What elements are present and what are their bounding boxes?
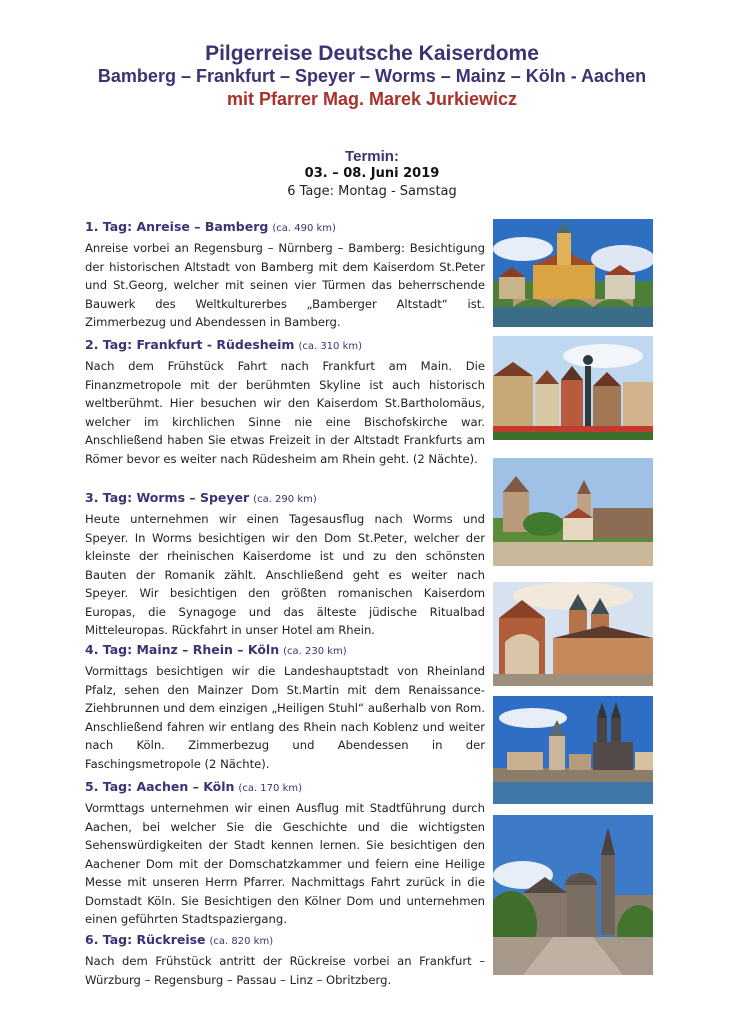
day-distance: (ca. 170 km) [238, 783, 303, 794]
day-title: 2. Tag: Frankfurt - Rüdesheim [85, 337, 295, 352]
day-distance: (ca. 290 km) [253, 494, 317, 505]
day-4-text: Vormittags besichtigen wir die Landeshauptstadt von Rheinland Pfalz, sehen den Mainzer Dom St.Martin mit dem Renaissance-Ziehbrunnen und dem einzigen „Heiligen Stuhl“ außerhalb von Rom. Anschließend fahren wir entlang des Rhein nach Koblenz und weiter nach Köln. Zimmerbezug und Abendessen in der Faschingsmetropole (2 Nächte). [85, 664, 485, 771]
termin-dates: 03. – 08. Juni 2019 [304, 166, 440, 181]
day-5-text: Vormttags unternehmen wir einen Ausflug mit Stadtführung durch Aachen, bei welcher Sie die Geschichte und die wichtigsten Sehenswürdigkeiten der Stadt kennen lernen. Sie besichtigen den Aachener Dom mit der Domschatzkammer und feiern eine Heilige Messe mit unseren Herrn Pfarrer. Nachmittags Fahrt zurück in die Domstadt Köln. Sie Besichtigen den Kölner Dom und unternehmen einen geführten Stadtspaziergang. [85, 801, 485, 926]
frankfurt-photo [493, 336, 653, 440]
day-2-section [85, 336, 485, 468]
day-distance: (ca. 490 km) [272, 223, 336, 234]
worms-speyer-photo [493, 458, 653, 566]
termin-days: 6 Tage: Montag - Samstag [287, 184, 457, 199]
day-title: 3. Tag: Worms – Speyer [85, 490, 250, 505]
koeln-skyline-photo [493, 696, 653, 804]
day-6-text: Nach dem Frühstück antritt der Rückreise vorbei an Frankfurt – Würzburg – Regensburg – Passau – Linz – Obritzberg. [85, 954, 485, 987]
day-distance: (ca. 310 km) [298, 341, 363, 352]
day-1-heading [85, 218, 485, 237]
day-6-section [85, 931, 485, 989]
day-2-heading [85, 336, 485, 355]
day-5-heading [85, 778, 485, 797]
termin-block [0, 148, 744, 200]
day-3-heading [85, 489, 485, 508]
day-6-heading [85, 931, 485, 950]
day-4-section [85, 641, 485, 773]
page-header [0, 42, 744, 110]
page-title: Pilgerreise Deutsche Kaiserdome [205, 42, 539, 65]
mainz-photo [493, 582, 653, 686]
day-2-text: Nach dem Frühstück Fahrt nach Frankfurt am Main. Die Finanzmetropole mit der berühmten Skyline ist auch historisch weltberühmt. Hier besuchen wir den Kaiserdom St.Bartholomäus, welcher im kirchlichen Sinne nie eine Bischofskirche war. Anschließend haben Sie etwas Freizeit in der Altstadt Frankfurts am Römer bevor es weiter nach Rüdesheim am Rhein geht. (2 Nächte). [85, 359, 485, 466]
day-3-text: Heute unternehmen wir einen Tagesausflug nach Worms und Speyer. In Worms besichtigen wir den Dom St.Peter, welcher der kleinste der rheinischen Kaiserdome ist und zu den schönsten Bauten der Romanik zählt. Anschließend geht es weiter nach Speyer. Wir besichtigen den größten romanischen Kaiserdom Europas, die Synagoge und das älteste jüdische Ritualbad Mitteleuropas. Rückfahrt in unser Hotel am Rhein. [85, 512, 485, 637]
day-1-text: Anreise vorbei an Regensburg – Nürnberg – Bamberg: Besichtigung der historischen Altstadt von Bamberg mit dem Kaiserdom St.Peter und St.Georg, welcher mit seinen vier Türmen das beherrschende Bauwerk des Weltkulturerbes „Bamberger Altstadt“ ist. Zimmerbezug und Abendessen in Bamberg. [85, 241, 485, 329]
aachen-photo [493, 815, 653, 975]
day-title: 1. Tag: Anreise – Bamberg [85, 219, 269, 234]
route-subtitle: Bamberg – Frankfurt – Speyer – Worms – Mainz – Köln - Aachen [97, 66, 647, 86]
day-title: 6. Tag: Rückreise [85, 932, 206, 947]
termin-label: Termin: [345, 148, 399, 165]
day-distance: (ca. 230 km) [283, 646, 347, 657]
day-title: 5. Tag: Aachen – Köln [85, 779, 235, 794]
day-3-section [85, 489, 485, 640]
day-4-heading [85, 641, 485, 660]
day-distance: (ca. 820 km) [209, 936, 274, 947]
day-5-section [85, 778, 485, 929]
bamberg-photo [493, 219, 653, 327]
day-title: 4. Tag: Mainz – Rhein – Köln [85, 642, 280, 657]
day-1-section [85, 218, 485, 332]
priest-line: mit Pfarrer Mag. Marek Jurkiewicz [226, 89, 518, 109]
